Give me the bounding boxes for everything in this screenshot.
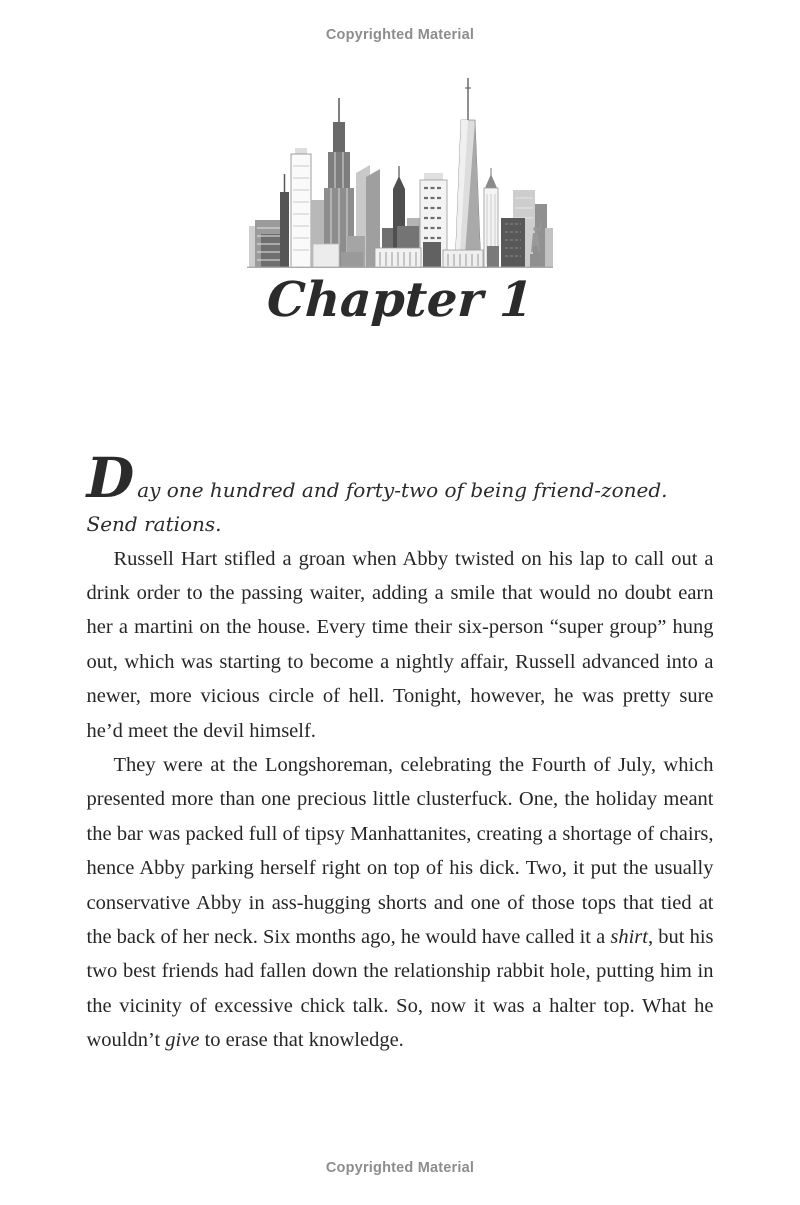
drop-cap: D: [86, 444, 135, 510]
opening-line: [86, 444, 714, 542]
paragraph: Russell Hart stifled a groan when Abby twisted on his lap to call out a drink order to the passing waiter, adding a smile that would no doubt earn her a martini on the house. Every time their six-person “super group” hung out, which was starting to become a nightly affair, Russell advanced into a newer, more vicious circle of hell. Tonight, however, he was pretty sure he’d meet the devil himself.: [86, 547, 714, 742]
chapter-text: [86, 444, 714, 1058]
copyright-notice-top: Copyrighted Material: [325, 27, 475, 43]
nyc-skyline-illustration: [247, 76, 553, 268]
copyright-notice-bottom: Copyrighted Material: [325, 1160, 475, 1176]
paragraph: They were at the Longshoreman, celebrating the Fourth of July, which presented more than one precious little clusterfuck. One, the holiday meant the bar was packed full of tipsy Manhattanites, creating a shortage of chairs, hence Abby parking herself right on top of his dick. Two, it put the usually conservative Abby in ass-hugging shorts and one of those tops that tied at the back of her neck. Six months ago, he would have called it a shirt, but his two best friends had fallen down the relationship rabbit hole, putting him in the vicinity of excessive chick talk. So, now it was a halter top. What he wouldn’t give to erase that knowledge.: [86, 754, 714, 1052]
nyc-skyline-icon: [247, 76, 553, 268]
opening-text: ay one hundred and forty-two of being friend-zoned. Send rations.: [86, 477, 668, 537]
chapter-title: Chapter 1: [265, 272, 535, 328]
